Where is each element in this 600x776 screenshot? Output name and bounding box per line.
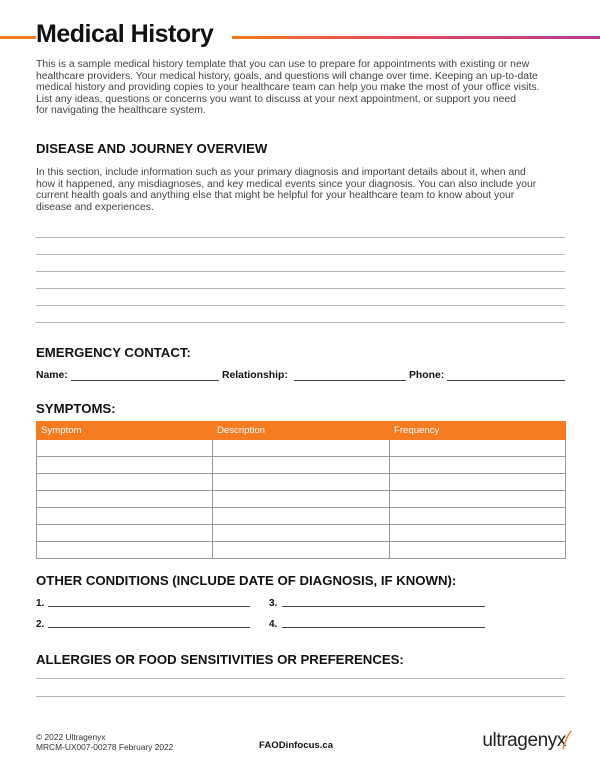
- table-cell[interactable]: [390, 491, 566, 508]
- footer-website-link[interactable]: FAODinfocus.ca: [259, 740, 334, 751]
- intro-line: for navigating the healthcare system.: [36, 105, 206, 117]
- table-cell[interactable]: [37, 508, 213, 525]
- emergency-contact-heading: EMERGENCY CONTACT:: [36, 345, 191, 360]
- description-line: In this section, include information such as your primary diagnosis and important details about it, when and: [36, 167, 526, 178]
- disease-section-heading: DISEASE AND JOURNEY OVERVIEW: [36, 141, 268, 156]
- name-field[interactable]: [71, 380, 219, 381]
- condition-field-1[interactable]: [48, 606, 250, 607]
- table-cell[interactable]: [213, 542, 390, 559]
- table-row: [37, 542, 566, 559]
- table-row: [37, 457, 566, 474]
- intro-line: This is a sample medical history template that you can use to prepare for appointments with existing or new: [36, 59, 530, 70]
- intro-line: List any ideas, questions or concerns you want to discuss at your next appointment, or support you need: [36, 93, 516, 105]
- table-cell[interactable]: [37, 525, 213, 542]
- condition-field-4[interactable]: [282, 627, 485, 628]
- condition-field-3[interactable]: [282, 606, 485, 607]
- condition-number-3: 3.: [269, 598, 278, 609]
- table-cell[interactable]: [213, 440, 390, 457]
- symptoms-heading: SYMPTOMS:: [36, 401, 116, 416]
- writing-line[interactable]: [36, 305, 565, 306]
- footer-copyright: © 2022 Ultragenyx: [36, 732, 106, 742]
- table-cell[interactable]: [37, 542, 213, 559]
- table-cell[interactable]: [390, 508, 566, 525]
- table-cell[interactable]: [213, 457, 390, 474]
- writing-line[interactable]: [36, 271, 565, 272]
- table-cell[interactable]: [213, 508, 390, 525]
- column-header-symptom: Symptom: [37, 422, 213, 440]
- writing-line[interactable]: [36, 322, 565, 323]
- name-label: Name:: [36, 370, 68, 381]
- title-accent-bar-right: [232, 36, 600, 39]
- table-row: [37, 508, 566, 525]
- writing-line[interactable]: [36, 696, 565, 697]
- other-conditions-heading: OTHER CONDITIONS (INCLUDE DATE OF DIAGNOSIS, IF KNOWN):: [36, 573, 457, 588]
- column-header-description: Description: [213, 422, 390, 440]
- allergies-heading: ALLERGIES OR FOOD SENSITIVITIES OR PREFERENCES:: [36, 652, 404, 667]
- description-line: how it happened, any misdiagnoses, and key medical events since your diagnosis. You can also include your: [36, 178, 537, 190]
- table-row: [37, 474, 566, 491]
- table-cell[interactable]: [213, 491, 390, 508]
- intro-line: medical history and providing copies to your healthcare team can help you make the most of your office visits.: [36, 82, 540, 94]
- phone-label: Phone:: [409, 370, 445, 381]
- table-cell[interactable]: [390, 525, 566, 542]
- writing-line[interactable]: [36, 254, 565, 255]
- title-accent-bar-left: [0, 36, 36, 39]
- writing-line[interactable]: [36, 237, 565, 238]
- writing-line[interactable]: [36, 288, 565, 289]
- condition-number-2: 2.: [36, 619, 45, 630]
- page-title: Medical History: [36, 20, 214, 48]
- footer-document-code: MRCM-UX007-00278 February 2022: [36, 742, 174, 752]
- writing-line[interactable]: [36, 678, 565, 679]
- column-header-frequency: Frequency: [390, 422, 566, 440]
- symptoms-table: [36, 421, 566, 559]
- table-row: [37, 525, 566, 542]
- condition-field-2[interactable]: [48, 627, 250, 628]
- table-cell[interactable]: [37, 474, 213, 491]
- table-cell[interactable]: [390, 440, 566, 457]
- description-line: disease and experiences.: [36, 201, 154, 213]
- condition-number-1: 1.: [36, 598, 45, 609]
- table-cell[interactable]: [390, 474, 566, 491]
- relationship-field[interactable]: [294, 380, 406, 381]
- table-cell[interactable]: [37, 457, 213, 474]
- table-cell[interactable]: [390, 542, 566, 559]
- phone-field[interactable]: [447, 380, 565, 381]
- table-cell[interactable]: [213, 525, 390, 542]
- description-line: current health goals and anything else that might be helpful for your healthcare team to know about your: [36, 190, 515, 202]
- table-row: [37, 440, 566, 457]
- relationship-label: Relationship:: [222, 370, 288, 381]
- table-cell[interactable]: [37, 491, 213, 508]
- disease-section-description: [36, 167, 566, 213]
- table-header-row: [37, 422, 566, 440]
- logo-swoosh-icon: [560, 730, 572, 750]
- intro-line: healthcare providers. Your medical history, goals, and questions will change over time. Keeping an up-to-date: [36, 70, 538, 82]
- table-row: [37, 491, 566, 508]
- table-cell[interactable]: [37, 440, 213, 457]
- table-cell[interactable]: [213, 474, 390, 491]
- intro-paragraph: [36, 59, 566, 117]
- logo-text: ultragenyx: [482, 730, 566, 751]
- ultragenyx-logo: [482, 730, 566, 752]
- table-cell[interactable]: [390, 457, 566, 474]
- condition-number-4: 4.: [269, 619, 278, 630]
